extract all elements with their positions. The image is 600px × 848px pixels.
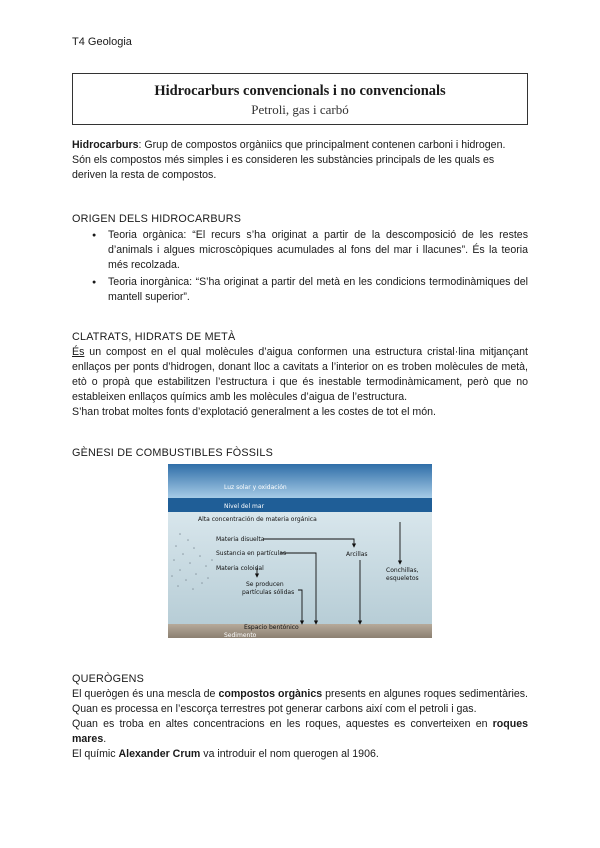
seafloor — [168, 624, 432, 638]
clatrats-text2: S’han trobat moltes fonts d’explotació generalment a les costes de tot el món. — [72, 406, 436, 418]
querogens-p1-b: compostos orgànics — [218, 688, 323, 700]
label-benthic: Espacio bentónico — [244, 624, 299, 631]
clatrats-heading: CLATRATS, HIDRATS DE METÀ — [72, 331, 236, 343]
querogens-p1-c: presents en algunes roques sedimentàries. Quan es processa en l’escorça terrestres pot generar carbons així com el petroli i gas. — [72, 688, 528, 715]
clatrats-first-word: És — [72, 346, 85, 358]
sea-surface-band — [168, 498, 432, 512]
clatrats-text: un compost en el qual molècules d’aigua conformen una estructura cristal·lina mitjançant enllaços per ponts d’hidrogen, donant lloc a cavitats a l’interior on es troben molècules de metà, etò o propà que estabilitzen l’estructura i que és inestable termodinàmicament, però que no estableixen enllaços químics amb les molècules d’aigua de l’estructura. — [72, 346, 528, 403]
title-box — [72, 73, 528, 125]
fossil-fuel-genesis-diagram — [168, 464, 432, 638]
label-shells-2: esqueletos — [386, 575, 419, 582]
querogens-p3-a: El químic — [72, 748, 119, 760]
label-solid-2: partículas sólidas — [242, 589, 295, 596]
label-clays: Arcillas — [346, 551, 368, 558]
querogens-p1-a: El querògen és una mescla de — [72, 688, 219, 700]
querogens-p3-b: Alexander Crum — [118, 748, 201, 760]
page-title: Hidrocarburs convencionals i no convencionals — [154, 83, 446, 99]
label-light: Luz solar y oxidación — [224, 484, 287, 491]
label-sediment: Sedimento — [224, 632, 257, 638]
document-header-label: T4 Geologia — [72, 36, 132, 48]
origen-list — [92, 228, 528, 307]
querogens-p3-c: va introduir el nom querogen al 1906. — [200, 748, 379, 760]
querogens-paragraph — [72, 687, 528, 762]
intro-term: Hidrocarburs — [72, 139, 139, 151]
page-subtitle: Petroli, gas i carbó — [251, 102, 349, 117]
label-dissolved: Materia disuelta — [216, 536, 265, 543]
label-colloidal: Materia coloidal — [216, 565, 264, 572]
list-item: ● Teoria inorgànica: “S’ha originat a partir del metà en les condicions termodinàmiques del mantell superior”. — [92, 275, 528, 305]
label-solid-1: Se producen — [246, 581, 284, 588]
querogens-p2-c: . — [103, 733, 107, 745]
intro-line2: Són els compostos més simples i es consideren les substàncies principals de les quals es — [72, 154, 495, 166]
querogens-p2-a: Quan es troba en altes concentracions en les roques, aquestes es converteixen en — [72, 718, 493, 730]
intro-line1: : Grup de compostos orgàniics que principalment contenen carboni i hidrogen. — [138, 139, 506, 151]
genesi-heading: GÈNESI DE COMBUSTIBLES FÒSSILS — [72, 447, 273, 459]
label-particles: Sustancia en partículas — [216, 550, 287, 557]
label-shells-1: Conchillas, — [386, 567, 419, 574]
label-high-concentration: Alta concentración de materia orgánica — [198, 516, 317, 523]
list-item: ● Teoria orgànica: “El recurs s’ha originat a partir de la descomposició de les restes d’animals i algues microscòpiques acumulades al fons del mar i llacunes”. És la teoria més recolzada. — [92, 228, 528, 273]
querogens-p2-b: roques mares — [72, 718, 528, 745]
querogens-heading: QUERÒGENS — [72, 673, 144, 685]
sky-band — [168, 464, 432, 498]
clatrats-paragraph — [72, 345, 528, 420]
origen-heading: ORIGEN DELS HIDROCARBURS — [72, 213, 242, 225]
intro-line3: deriven la resta de compostos. — [72, 169, 217, 181]
label-sea-level: Nivel del mar — [224, 503, 265, 510]
intro-paragraph — [72, 138, 528, 183]
